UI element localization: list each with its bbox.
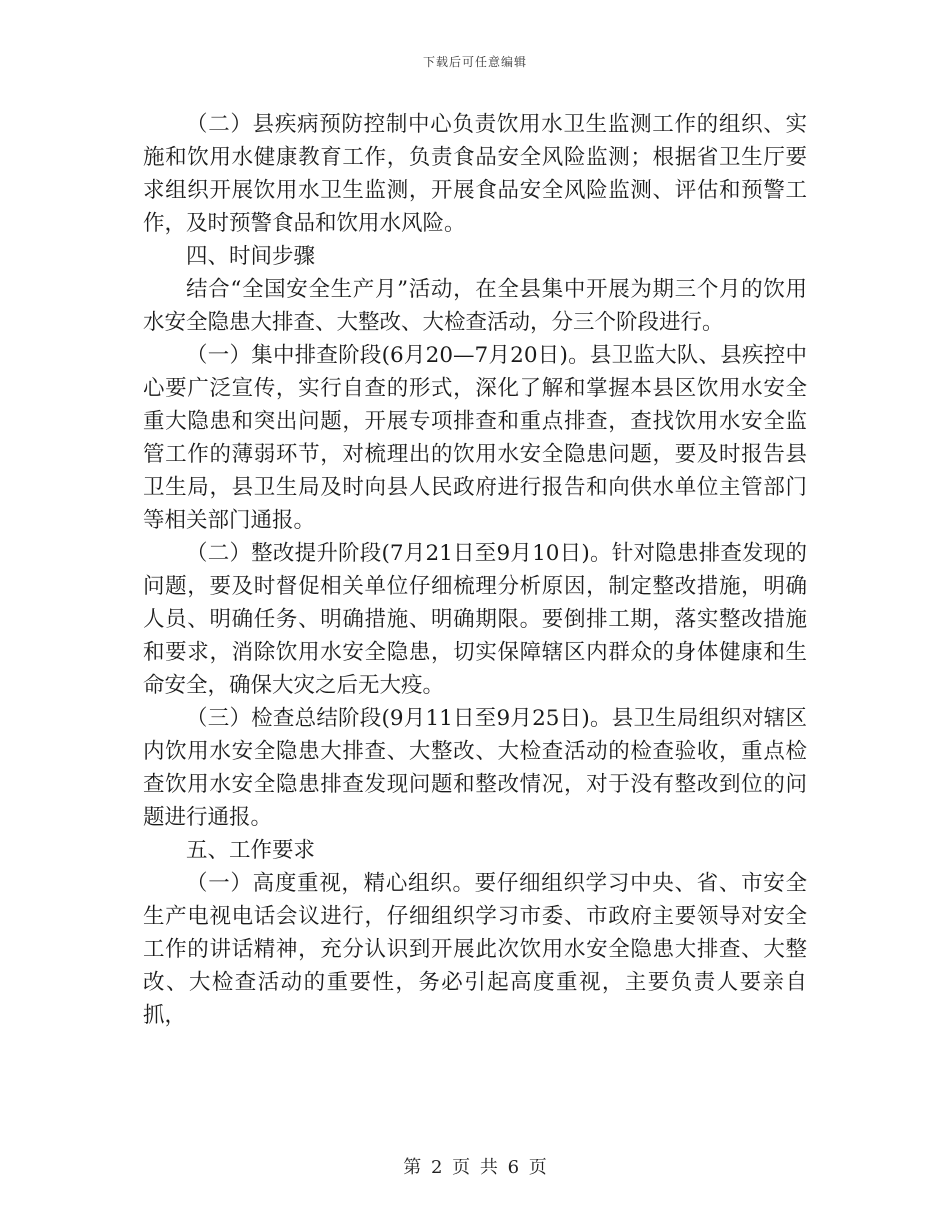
document-body	[143, 108, 807, 1032]
page-number: 第 2 页 共 6 页	[403, 1157, 547, 1178]
paragraph-cdc-duties: （二）县疾病预防控制中心负责饮用水卫生监测工作的组织、实施和饮用水健康教育工作，负责食品安全风险监测；根据省卫生厅要求组织开展饮用水卫生监测，开展食品安全风险监测、评估和预警工作，及时预警食品和饮用水风险。	[143, 112, 807, 236]
section-heading-schedule: 四、时间步骤	[186, 244, 316, 269]
paragraph-stage-three: （三）检查总结阶段(9月11日至9月25日)。县卫生局组织对辖区内饮用水安全隐患大排查、大整改、大检查活动的检查验收，重点检查饮用水安全隐患排查发现问题和整改情况，对于没有整改到位的问题进行通报。	[143, 706, 807, 830]
paragraph-requirement-one: （一）高度重视，精心组织。要仔细组织学习中央、省、市安全生产电视电话会议进行，仔细组织学习市委、市政府主要领导对安全工作的讲话精神，充分认识到开展此次饮用水安全隐患大排查、大整改、大检查活动的重要性，务必引起高度重视，主要负责人要亲自抓，	[143, 871, 807, 1028]
paragraph-stage-two: （二）整改提升阶段(7月21日至9月10日)。针对隐患排查发现的问题，要及时督促相关单位仔细梳理分析原因，制定整改措施，明确人员、明确任务、明确措施、明确期限。要倒排工期，落实整改措施和要求，消除饮用水安全隐患，切实保障辖区内群众的身体健康和生命安全，确保大灾之后无大疫。	[143, 541, 807, 698]
paragraph-schedule-intro: 结合“全国安全生产月”活动，在全县集中开展为期三个月的饮用水安全隐患大排查、大整改、大检查活动，分三个阶段进行。	[143, 277, 807, 335]
page-header: 下载后可任意编辑	[422, 55, 527, 69]
paragraph-stage-one: （一）集中排查阶段(6月20—7月20日)。县卫监大队、县疾控中心要广泛宣传，实行自查的形式，深化了解和掌握本县区饮用水安全重大隐患和突出问题，开展专项排查和重点排查，查找饮用水安全监管工作的薄弱环节，对梳理出的饮用水安全隐患问题，要及时报告县卫生局，县卫生局及时向县人民政府进行报告和向供水单位主管部门等相关部门通报。	[143, 343, 807, 533]
section-heading-requirements: 五、工作要求	[186, 838, 316, 863]
